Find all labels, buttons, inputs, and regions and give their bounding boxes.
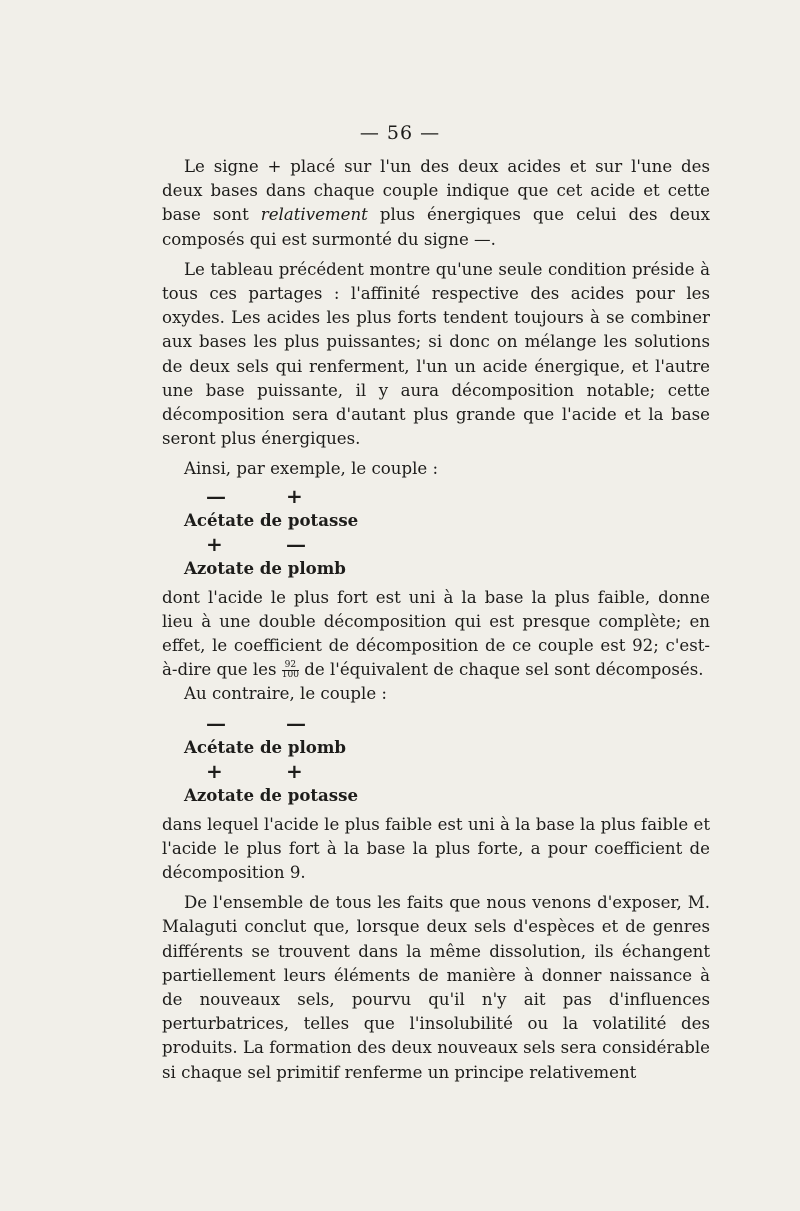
page-number: — 56 — bbox=[359, 122, 441, 144]
sign-row bbox=[162, 484, 710, 508]
paragraph-decomposition bbox=[162, 586, 710, 683]
minus-sign: — bbox=[286, 531, 306, 556]
salt-name: Acétate de potasse bbox=[184, 509, 359, 530]
sign-row bbox=[162, 532, 710, 556]
emphasis-text: relativement bbox=[260, 205, 368, 225]
paragraph-text: Le signe + placé sur l'un des deux acides et sur l'une des deux bases dans chaque couple indique que cet acide et cette base sont bbox=[162, 157, 710, 225]
minus-sign: — bbox=[206, 710, 226, 735]
paragraph-coefficient: dans lequel l'acide le plus faible est uni à la base la plus faible et l'acide le plus fort à la base la plus forte, a pour coefficient de décomposition 9. bbox=[162, 814, 710, 883]
paragraph-conclusion: De l'ensemble de tous les faits que nous venons d'exposer, M. Malaguti conclut que, lorsque deux sels d'espèces et de genres différents se trouvent dans la même dissolution, ils échangent partiellement leurs éléments de manière à donner naissance à de nouveaux sels, pourvu qu'il n'y ait pas d'influences perturbatrices, telles que l'insolubilité ou la volatilité des produits. La formation des deux nouveaux sels sera considérable si chaque sel primitif renferme un principe relativement bbox=[162, 893, 710, 1082]
paragraph-text: dont l'acide le plus fort est uni à la base la plus faible, donne lieu à une double décomposition qui est presque complète; en effet, le coefficient de décomposition de ce couple est 92; c'est-à-dire que les bbox=[162, 587, 710, 680]
minus-sign: — bbox=[206, 483, 226, 508]
paragraph-text: de l'équivalent de chaque sel sont décomposés. bbox=[298, 660, 704, 680]
couple-formula-2 bbox=[162, 711, 710, 807]
couple-formula-1 bbox=[162, 484, 710, 580]
plus-sign: + bbox=[286, 758, 303, 783]
minus-sign: — bbox=[286, 710, 306, 735]
sign-row bbox=[162, 711, 710, 735]
paragraph-signs bbox=[162, 155, 710, 252]
salt-name: Acétate de plomb bbox=[184, 736, 347, 757]
fraction bbox=[282, 661, 299, 680]
paragraph-text: plus énergiques que celui des deux composés qui est surmonté du signe —. bbox=[162, 205, 711, 249]
plus-sign: + bbox=[286, 483, 303, 508]
body-text bbox=[162, 155, 710, 1085]
plus-sign: + bbox=[206, 758, 223, 783]
salt-name: Azotate de plomb bbox=[184, 557, 346, 578]
fraction-denominator: 100 bbox=[281, 670, 299, 681]
sign-row bbox=[162, 759, 710, 783]
plus-sign: + bbox=[206, 531, 223, 556]
paragraph-exemple: Ainsi, par exemple, le couple : bbox=[184, 459, 439, 479]
paragraph-contraire: Au contraire, le couple : bbox=[184, 684, 388, 704]
salt-name: Azotate de potasse bbox=[184, 784, 359, 805]
paragraph-tableau: Le tableau précédent montre qu'une seule condition préside à tous ces partages : l'affinité respective des acides pour les oxydes. Les acides les plus forts tendent toujours à se combiner aux bases les plus puissantes; si donc on mélange les solutions de deux sels qui renferment, l'un un acide énergique, et l'autre une base puissante, il y aura décomposition notable; cette décomposition sera d'autant plus grande que l'acide et la base seront plus énergiques. bbox=[162, 259, 710, 449]
fraction-numerator: 92 bbox=[282, 661, 299, 671]
